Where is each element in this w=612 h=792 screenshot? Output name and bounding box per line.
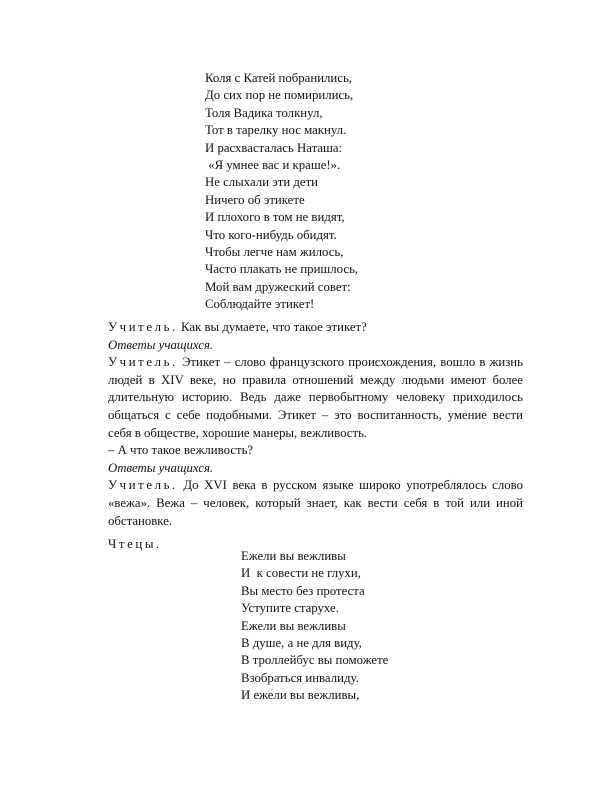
teacher-explanation <box>108 354 523 442</box>
poem-line: В троллейбус вы поможете <box>241 653 389 668</box>
poem-line: «Я умнее вас и краше!». <box>205 157 341 172</box>
students-answer: Ответы учащихся. <box>108 337 214 352</box>
poem-line: Толя Вадика толкнул, <box>205 105 323 120</box>
poem-line: До сих пор не помирились, <box>205 88 354 103</box>
poem-politeness <box>241 548 388 705</box>
teacher-explanation <box>108 477 523 530</box>
question-text: Как вы думаете, что такое этикет? <box>177 320 367 334</box>
poem-line: Ежели вы вежливы <box>241 549 346 563</box>
poem-line: И к совести не глухи, <box>241 566 361 581</box>
teacher-question <box>108 319 523 337</box>
poem-line: Мой вам дружеский совет: <box>205 279 351 294</box>
poem-line: Тот в тарелку нос макнул. <box>205 123 347 138</box>
poem-line: Соблюдайте этикет! <box>205 297 315 312</box>
poem-line: Ежели вы вежливы <box>241 618 346 633</box>
poem-line: Что кого-нибудь обидят. <box>205 227 337 242</box>
explanation-text: До XVI века в русском языке широко употреблялось слово «вежа». Вежа – человек, который знает, как вести себя в той или иной обстановке. <box>108 478 523 528</box>
poem-line: Чтобы легче нам жилось, <box>205 244 344 259</box>
poem-line: И расхвасталась Наташа: <box>205 140 343 155</box>
speaker-teacher: Учитель. <box>108 478 178 493</box>
poem-line: Не слыхали эти дети <box>205 175 319 190</box>
students-answer: Ответы учащихся. <box>108 460 214 475</box>
poem-line: Взобраться инвалиду. <box>241 670 359 685</box>
politeness-question: – А что такое вежливость? <box>108 443 254 458</box>
speaker-teacher: Учитель. <box>108 355 178 370</box>
poem-line: И плохого в том не видят, <box>205 210 345 225</box>
dialogue-section <box>108 319 523 554</box>
speaker-teacher: Учитель. <box>108 320 178 334</box>
explanation-text: Этикет – слово французского происхождения, вошло в жизнь людей в XIV веке, но правила отношений между людьми имеют более длительную историю. Ведь даже первобытному человеку приходилось общаться с себе подобными. Этикет – это воспитанность, умение вести себя в обществе, хорошие манеры, вежливость. <box>108 355 523 440</box>
poem-etiquette <box>205 70 358 313</box>
poem-line: Вы место без протеста <box>241 583 365 598</box>
poem-line: Ничего об этикете <box>205 192 305 207</box>
poem-line: И ежели вы вежливы, <box>241 688 360 703</box>
poem-line: Коля с Катей побранились, <box>205 71 352 85</box>
poem-line: В душе, а не для виду, <box>241 635 362 650</box>
speaker-readers: Чтецы. <box>108 537 162 552</box>
poem-line: Часто плакать не пришлось, <box>205 262 359 277</box>
poem-line: Уступите старухе. <box>241 601 339 616</box>
